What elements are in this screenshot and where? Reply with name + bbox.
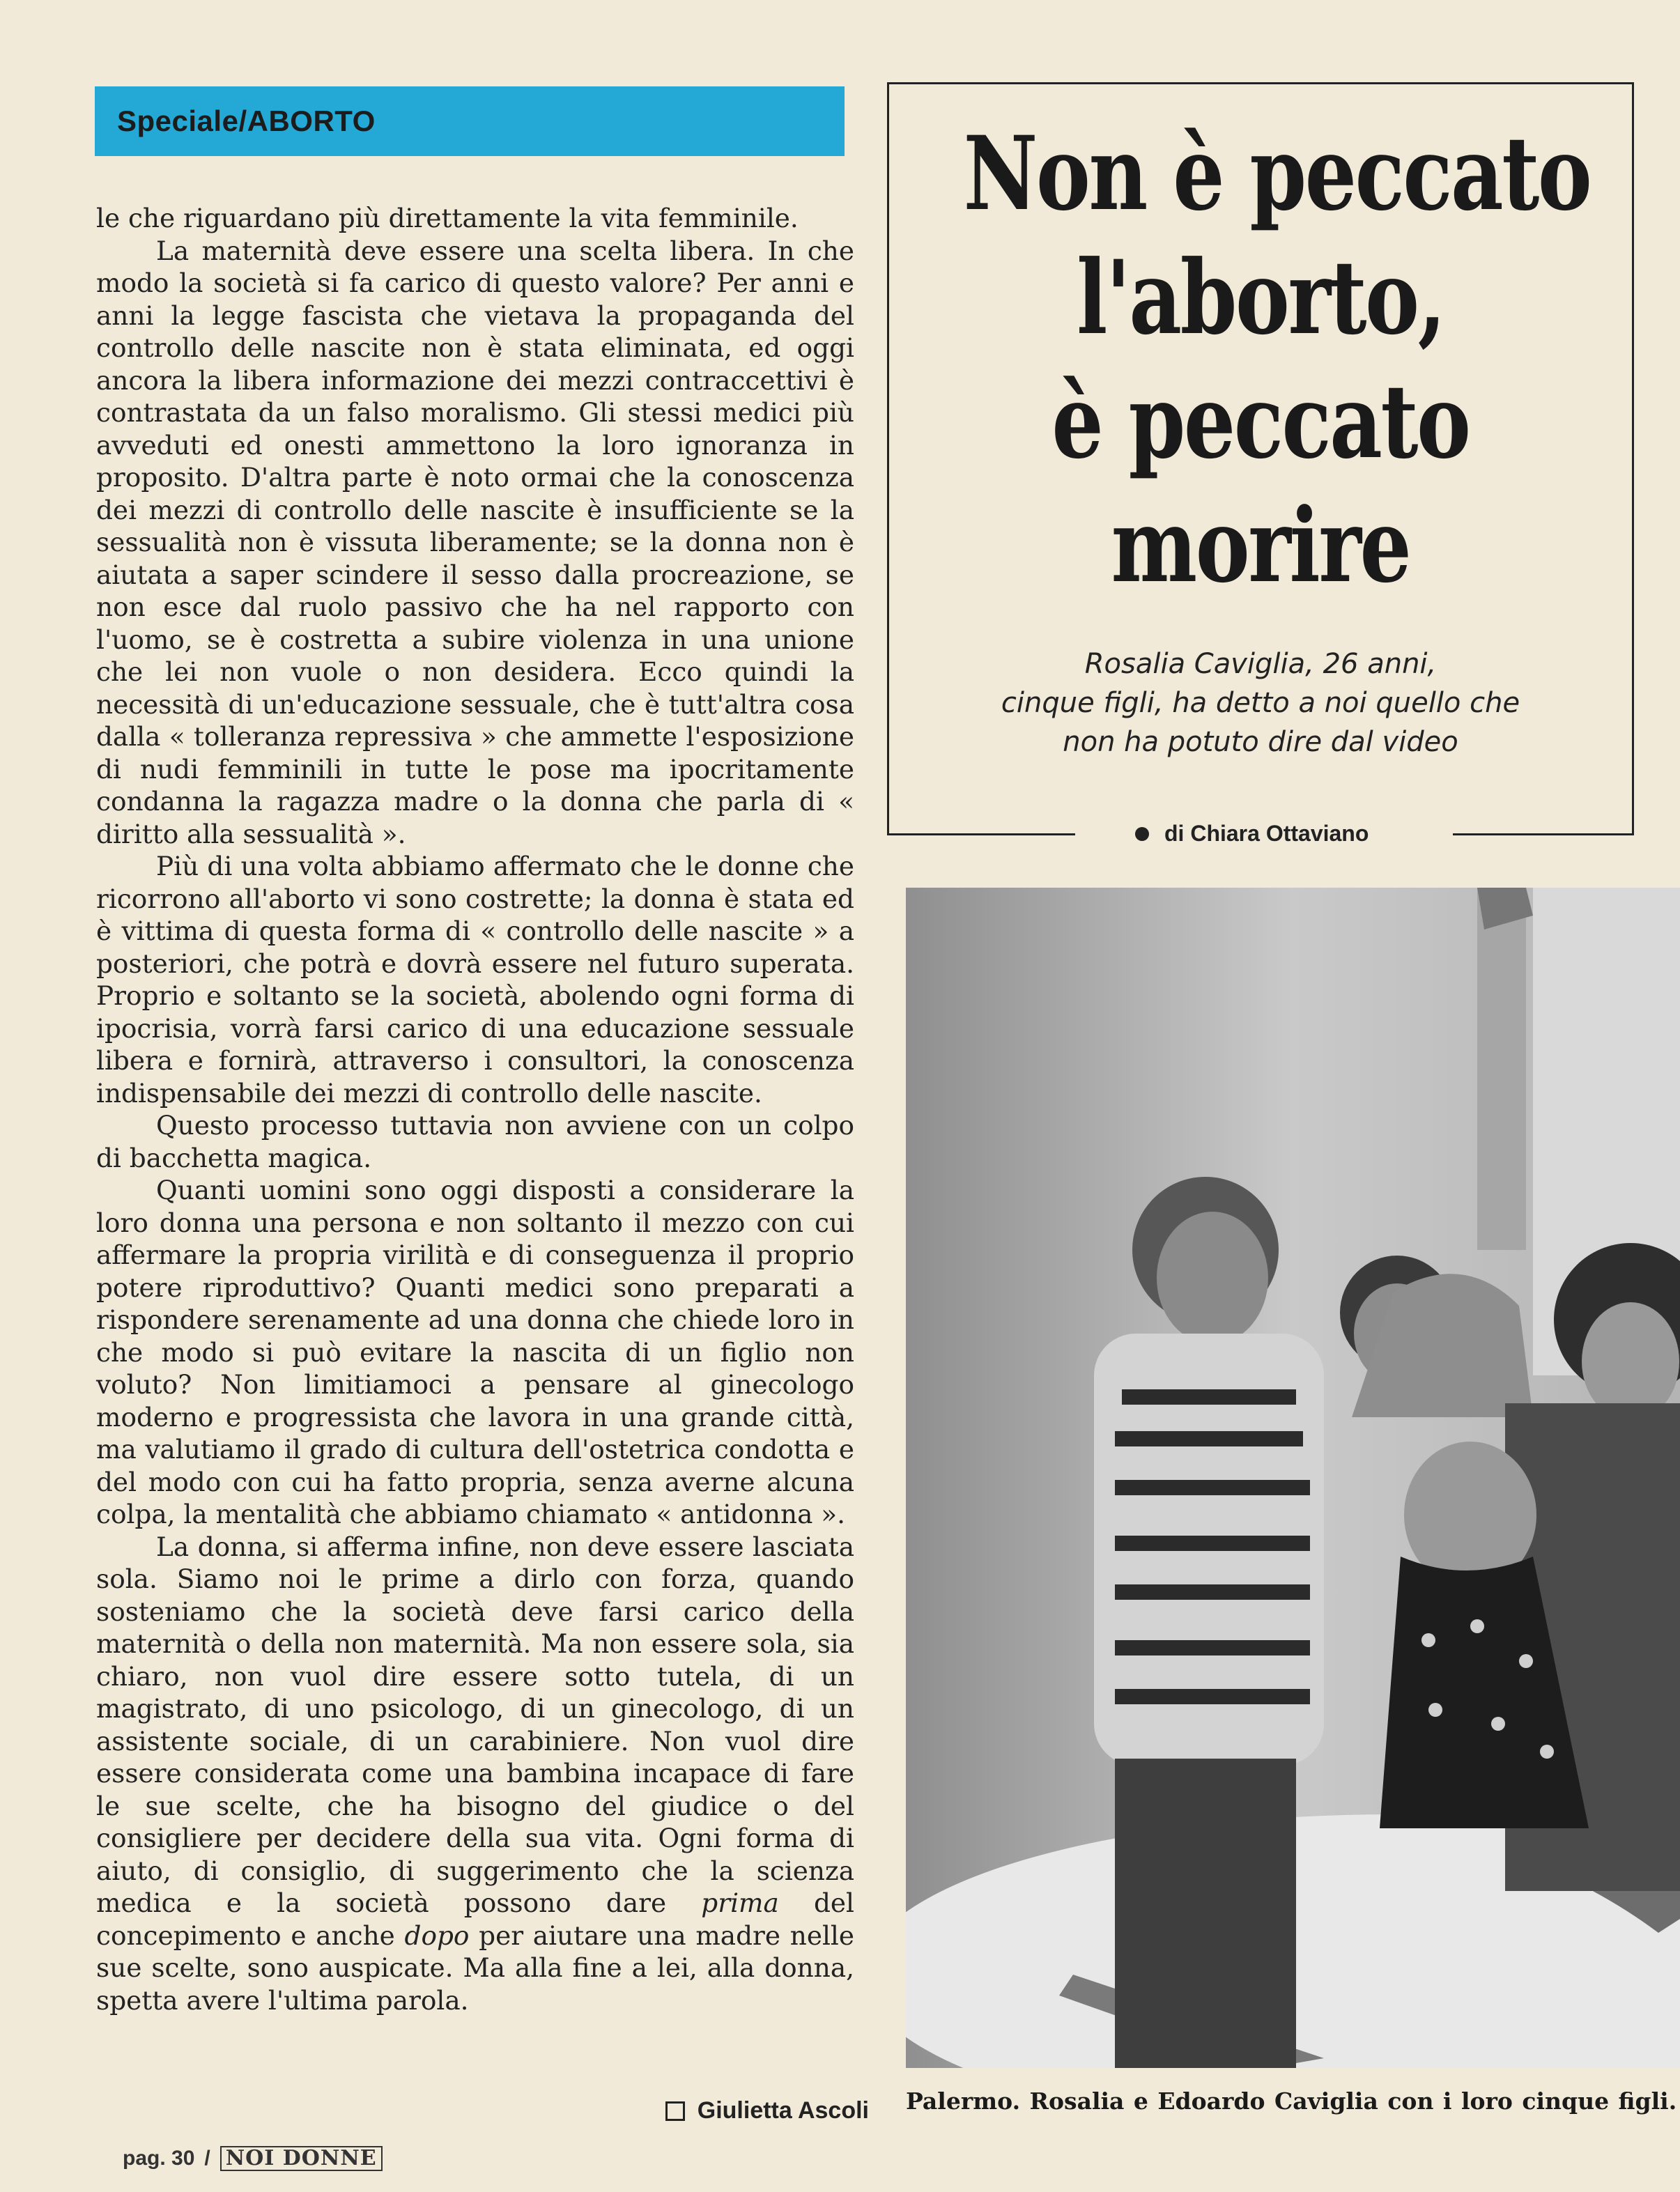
headline-line: l'aborto, — [1077, 238, 1444, 357]
page-footer — [123, 2146, 383, 2171]
family-photo — [906, 888, 1680, 2068]
headline-line: morire — [1111, 486, 1410, 605]
paragraph: Quanti uomini sono oggi disposti a considerare la loro donna una persona e non soltanto il mezzo con cui affermare la propria virilità e di conseguenza il proprio potere riproduttivo? Quanti medici sono preparati a rispondere serenamente ad una donna che chiede loro in che modo si può evitare la nascita di un figlio non voluto? Non limitiamoci a pensare al ginecologo moderno e progressista che lavora in una grande città, ma valutiamo il grado di cultura dell'ostetrica condotta e del modo con cui ha fatto propria, senza averne alcuna colpa, la mentalità che abbiamo chiamato « antidonna ». — [96, 1175, 854, 1529]
paragraph: Questo processo tuttavia non avviene con un colpo di bacchetta magica. — [96, 1110, 854, 1173]
page-number: pag. 30 — [123, 2147, 195, 2170]
section-header-bar — [95, 86, 845, 156]
headline — [963, 112, 1591, 608]
author-name: Giulietta Ascoli — [697, 2097, 869, 2124]
byline-text: di Chiara Ottaviano — [1164, 821, 1369, 846]
paragraph-text: del concepimento e anche — [96, 1888, 854, 1951]
paragraph: le che riguardano più direttamente la vita femminile. — [96, 203, 799, 233]
paragraph: Più di una volta abbiamo affermato che le donne che ricorrono all'aborto vi sono costrette; la donna è stata ed è vittima di questa forma di « controllo delle nascite » a posteriori, che potrà e dovrà essere nel futuro superata. Proprio e soltanto se la società, abolendo ogni forma di ipocrisia, vorrà farsi carico di una educazione sessuale libera e fornirà, attraverso i consultori, la conoscenza indispensabile dei mezzi di controllo delle nascite. — [96, 851, 854, 1109]
photo-caption: Palermo. Rosalia e Edoardo Caviglia con i loro cinque figli. — [906, 2087, 1677, 2115]
paragraph-text: per aiutare una madre nelle sue scelte, sono auspicate. Ma alla fine a lei, alla donna, spetta avere l'ultima parola. — [96, 1920, 854, 2016]
byline-rule-left — [887, 833, 1075, 835]
footer-separator: / — [204, 2147, 210, 2170]
emphasis: prima — [701, 1888, 779, 1918]
headline-line: Non è peccato — [963, 114, 1591, 233]
headline-box — [887, 82, 1634, 834]
emphasis: dopo — [404, 1920, 470, 1951]
headline-line: è peccato — [1051, 362, 1470, 481]
author-signature — [665, 2097, 869, 2124]
square-box-icon — [665, 2101, 685, 2121]
paragraph — [96, 1531, 854, 2017]
paragraph: La maternità deve essere una scelta libera. In che modo la società si fa carico di questo valore? Per anni e anni la legge fascista che vietava la propaganda del controllo delle nascite non è stata eliminata, ed oggi ancora la libera informazione dei mezzi contraccettivi è contrastata da un falso moralismo. Gli stessi medici più avveduti ed onesti ammettono la loro ignoranza in proposito. D'altra parte è noto ormai che la conoscenza dei mezzi di controllo delle nascite è insufficiente se la sessualità non è vissuta liberamente; se la donna non è aiutata a saper scindere il sesso dalla procreazione, se non esce dal ruolo passivo che ha nel rapporto con l'uomo, se è costretta a subire violenza in una unione che lei non vuole o non desidera. Ecco quindi la necessità di un'educazione sessuale, che è tutt'altra cosa dalla « tolleranza repressiva » che ammette l'esposizione di nudi femminili in tutte le pose ma ipocritamente condanna la ragazza madre o la donna che parla di « diritto alla sessualità ». — [96, 235, 854, 849]
article-body — [96, 202, 854, 2104]
subheadline — [889, 645, 1632, 762]
byline — [1135, 821, 1369, 847]
byline-row — [887, 821, 1634, 849]
photo-illustration — [906, 888, 1680, 2068]
byline-rule-right — [1453, 833, 1634, 835]
section-label: Speciale/ABORTO — [117, 105, 376, 137]
magazine-name: NOI DONNE — [220, 2146, 383, 2171]
bullet-icon — [1135, 827, 1149, 841]
subhead-line: Rosalia Caviglia, 26 anni, — [1084, 648, 1437, 680]
subhead-line: cinque figli, ha detto a noi quello che — [1001, 687, 1520, 719]
paragraph-text: La donna, si afferma infine, non deve essere lasciata sola. Siamo noi le prime a dirlo con forza, quando sosteniamo che la società deve farsi carico della maternità o della non maternità. Ma non essere sola, sia chiaro, non vuol dire essere sotto tutela, di un magistrato, di uno psicologo, di un ginecologo, di un assistente sociale, di un carabiniere. Non vuol dire essere considerata come una bambina incapace di fare le sue scelte, che ha bisogno del giudice o del consigliere per decidere della sua vita. Ogni forma di aiuto, di consiglio, di suggerimento che la scienza medica e la società possono dare — [96, 1531, 854, 1918]
subhead-line: non ha potuto dire dal video — [1063, 726, 1458, 758]
